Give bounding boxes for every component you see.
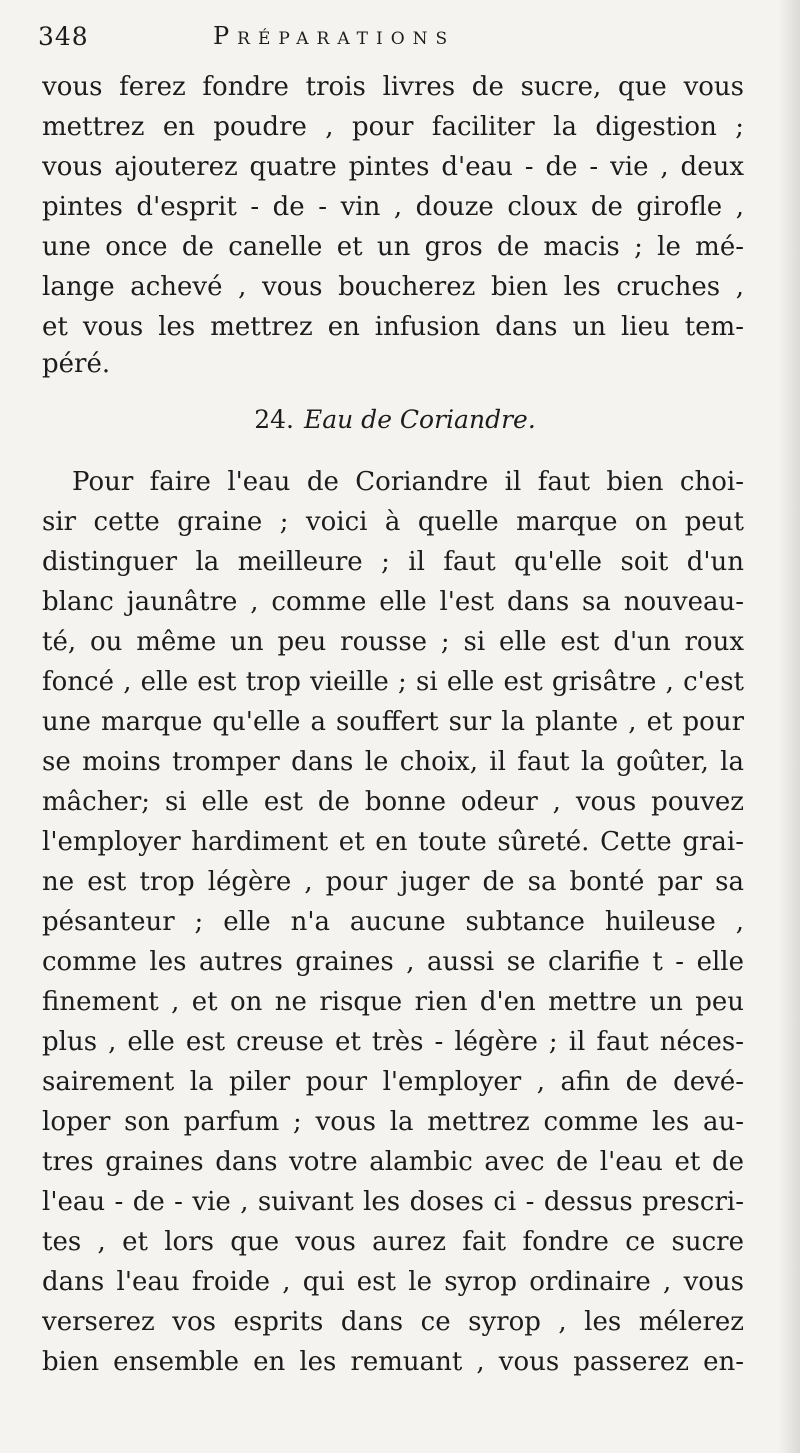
- text-line: Pour faire l'eau de Coriandre il faut bien choi-: [72, 467, 744, 497]
- text-line: foncé , elle est trop vieille ; si elle est grisâtre , c'est: [42, 667, 744, 697]
- text-line: vous ferez fondre trois livres de sucre, que vous: [42, 72, 744, 102]
- text-line: mettrez en poudre , pour faciliter la digestion ;: [42, 112, 744, 142]
- text-line: et vous les mettrez en infusion dans un lieu tem-: [42, 312, 744, 342]
- text-line: une marque qu'elle a souffert sur la plante , et pour: [42, 707, 744, 737]
- text-line: pintes d'esprit - de - vin , douze cloux de girofle ,: [42, 192, 744, 222]
- text-line: ne est trop légère , pour juger de sa bonté par sa: [42, 867, 744, 897]
- text-line: l'eau - de - vie , suivant les doses ci - dessus prescri-: [42, 1187, 744, 1217]
- text-line: distinguer la meilleure ; il faut qu'elle soit d'un: [42, 547, 744, 577]
- text-line: dans l'eau froide , qui est le syrop ordinaire , vous: [42, 1267, 744, 1297]
- text-line: té, ou même un peu rousse ; si elle est d'un roux: [42, 627, 744, 657]
- text-line: sairement la piler pour l'employer , afin de devé-: [42, 1067, 744, 1097]
- text-line: verserez vos esprits dans ce syrop , les mélerez: [42, 1307, 744, 1337]
- section-title: Eau de Coriandre.: [303, 405, 536, 434]
- running-header: [38, 22, 758, 66]
- text-line: blanc jaunâtre , comme elle l'est dans sa nouveau-: [42, 587, 744, 617]
- section-number: 24.: [254, 405, 294, 434]
- text-line: pésanteur ; elle n'a aucune subtance huileuse ,: [42, 907, 744, 937]
- text-line: péré.: [42, 349, 111, 379]
- text-line: se moins tromper dans le choix, il faut la goûter, la: [42, 747, 744, 777]
- text-line: sir cette graine ; voici à quelle marque on peut: [42, 507, 744, 537]
- text-line: mâcher; si elle est de bonne odeur , vous pouvez: [42, 787, 744, 817]
- section-heading: [0, 400, 790, 440]
- text-line: l'employer hardiment et en toute sûreté. Cette grai-: [42, 827, 744, 857]
- page-gutter-shadow: [778, 0, 800, 1453]
- text-line: bien ensemble en les remuant , vous passerez en-: [42, 1347, 744, 1377]
- text-line: vous ajouterez quatre pintes d'eau - de - vie , deux: [42, 152, 744, 182]
- text-line: loper son parfum ; vous la mettrez comme les au-: [42, 1107, 744, 1137]
- text-line: tres graines dans votre alambic avec de l'eau et de: [42, 1147, 744, 1177]
- text-line: plus , elle est creuse et très - légère ; il faut néces-: [42, 1027, 744, 1057]
- page-number: 348: [38, 22, 89, 51]
- text-line: une once de canelle et un gros de macis ; le mé-: [42, 232, 744, 262]
- text-line: lange achevé , vous boucherez bien les cruches ,: [42, 272, 744, 302]
- text-line: finement , et on ne risque rien d'en mettre un peu: [42, 987, 744, 1017]
- text-line: comme les autres graines , aussi se clarifie t - elle: [42, 947, 744, 977]
- text-line: tes , et lors que vous aurez fait fondre ce sucre: [42, 1227, 744, 1257]
- running-title: Préparations: [213, 22, 456, 50]
